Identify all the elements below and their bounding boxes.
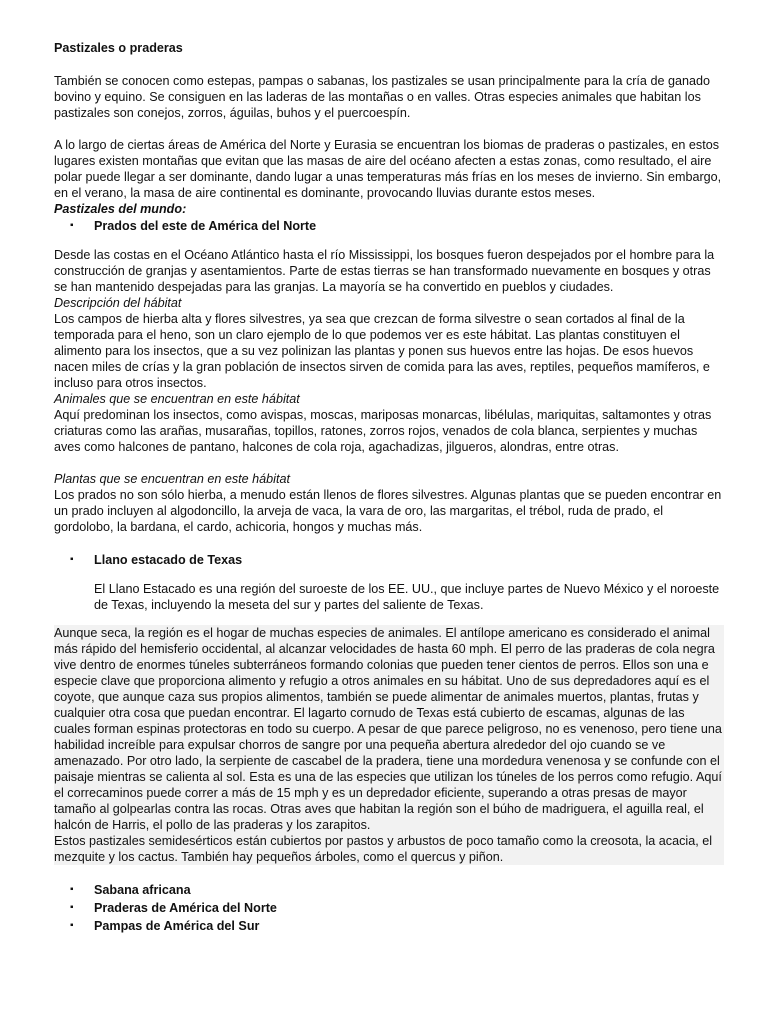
bullet-label: Praderas de América del Norte [94,901,277,915]
shaded-section [54,625,724,865]
animals-paragraph: Aquí predominan los insectos, como avispas, moscas, mariposas monarcas, libélulas, mariquitas, saltamontes y otras criaturas como las arañas, musarañas, topillos, ratones, zorros rojos, venados de cola blanca, serpientes y muchas aves como halcones de pantano, halcones de cola roja, agachadizas, jilgueros, alondras, entre otras. [54,408,712,454]
bullet-item-sabana [54,881,724,899]
bullet-icon: ▪ [70,902,74,913]
habitat-description-heading: Descripción del hábitat [54,296,182,310]
bullet-icon: ▪ [70,554,74,565]
intro-paragraph-2: A lo largo de ciertas áreas de América del Norte y Eurasia se encuentran los biomas de praderas o pastizales, en estos lugares existen montañas que evitan que las masas de aire del océano afecten a estas zonas, como resultado, el aire polar puede llegar a ser dominante, dando lugar a unas temperaturas más frías en los meses de invierno. Sin embargo, en el verano, la masa de aire continental es dominante, provocando lluvias durante estos meses. [54,138,722,200]
bullet-item-prados [54,217,724,235]
llano-flora-paragraph: Estos pastizales semidesérticos están cubiertos por pastos y arbustos de poco tamaño como la creosota, la acacia, el mezquite y los cactus. También hay pequeños árboles, como el quercus y piñon. [54,834,713,864]
bullet-label: Sabana africana [94,883,191,897]
bullet-list-1 [54,217,724,235]
bullet-item-llano [54,551,724,569]
plants-heading: Plantas que se encuentran en este hábitat [54,472,290,486]
bullet-icon: ▪ [70,920,74,931]
intro-paragraph-1: También se conocen como estepas, pampas o sabanas, los pastizales se usan principalmente para la cría de ganado bovino y equino. Se consiguen en las laderas de las montañas o en valles. Otras especies animales que habitan los pastizales son conejos, zorros, águilas, buhos y el puercoespín. [54,74,710,120]
llano-fauna-paragraph: Aunque seca, la región es el hogar de muchas especies de animales. El antílope americano es considerado el animal más rápido del hemisferio occidental, al alcanzar velocidades de hasta 60 mph. El perro de las praderas de cola negra vive dentro de enormes túneles subterráneos formando colonias que pueden tener cientos de perros. Ellos son una e especie clave que proporciona alimento y refugio a otros animales en su hábitat. Uno de sus depredadores aquí es el coyote, que aunque caza sus propios alimentos, también se puede alimentar de animales muertos, plantas, frutas y cualquier otra cosa que puedan encontrar. El lagarto cornudo de Texas está cubierto de escamas, algunas de las cuales forman espinas protectoras en todo su cuerpo. A pesar de que parece peligroso, no es venenoso, pero tiene una habilidad increíble para expulsar chorros de sangre por una pequeña abertura alrededor del ojo cuando se ve amenazado. Por otro lado, la serpiente de cascabel de la pradera, tiene una mordedura venenosa y se confunde con el paisaje mientras se calienta al sol. Esta es una de las especies que utilizan los túneles de los perros como refugio. Aquí el correcaminos puede correr a más de 15 mph y es un depredador eficiente, superando a otras presas de mayor tamaño al golpearlas contra las rocas. Otras aves que habitan la región son el búho de madriguera, el aguilla real, el halcón de Harris, el pollo de las praderas y los zarapitos. [54,626,722,832]
bullet-label: Pampas de América del Sur [94,919,260,933]
animals-heading: Animales que se encuentran en este hábitat [54,392,300,406]
bullet-list-2 [54,551,724,569]
bullet-item-praderas [54,899,724,917]
bullet-icon: ▪ [70,220,74,231]
prados-paragraph: Desde las costas en el Océano Atlántico hasta el río Mississippi, los bosques fueron despejados por el hombre para la construcción de granjas y asentamientos. Parte de estas tierras se han transformado nuevamente en bosques y otras se han mantenido despejadas para las granjas. La mayoría se ha convertido en pueblos y ciudades. [54,248,715,294]
bullet-label: Llano estacado de Texas [94,553,243,567]
plants-paragraph: Los prados no son sólo hierba, a menudo están llenos de flores silvestres. Algunas plantas que se pueden encontrar en un prado incluyen al algodoncillo, la arveja de vaca, la vara de oro, las margaritas, el trébol, ruda de prado, el gordolobo, la bardana, el cardo, achicoria, hongos y muchas más. [54,488,722,534]
habitat-description-paragraph: Los campos de hierba alta y flores silvestres, ya sea que crezcan de forma silvestre o sean cortados al final de la temporada para el heno, son un claro ejemplo de lo que podemos ver es este hábitat. Las plantas constituyen el alimento para los insectos, que a su vez polinizan las plantas y ponen sus huevos entre las hojas. De esos huevos nacen miles de crías y la gran población de insectos sirven de comida para las aves, reptiles, pequeños mamíferos, e incluso para otros insectos. [54,312,710,390]
llano-paragraph: El Llano Estacado es una región del suroeste de los EE. UU., que incluye partes de Nuevo México y el noroeste de Texas, incluyendo la meseta del sur y partes del saliente de Texas. [94,582,720,612]
document-title: Pastizales o praderas [54,41,183,55]
bullet-icon: ▪ [70,884,74,895]
bullet-list-3 [54,881,724,935]
bullet-item-pampas [54,917,724,935]
bullet-label: Prados del este de América del Norte [94,219,317,233]
world-grasslands-heading: Pastizales del mundo: [54,202,187,216]
